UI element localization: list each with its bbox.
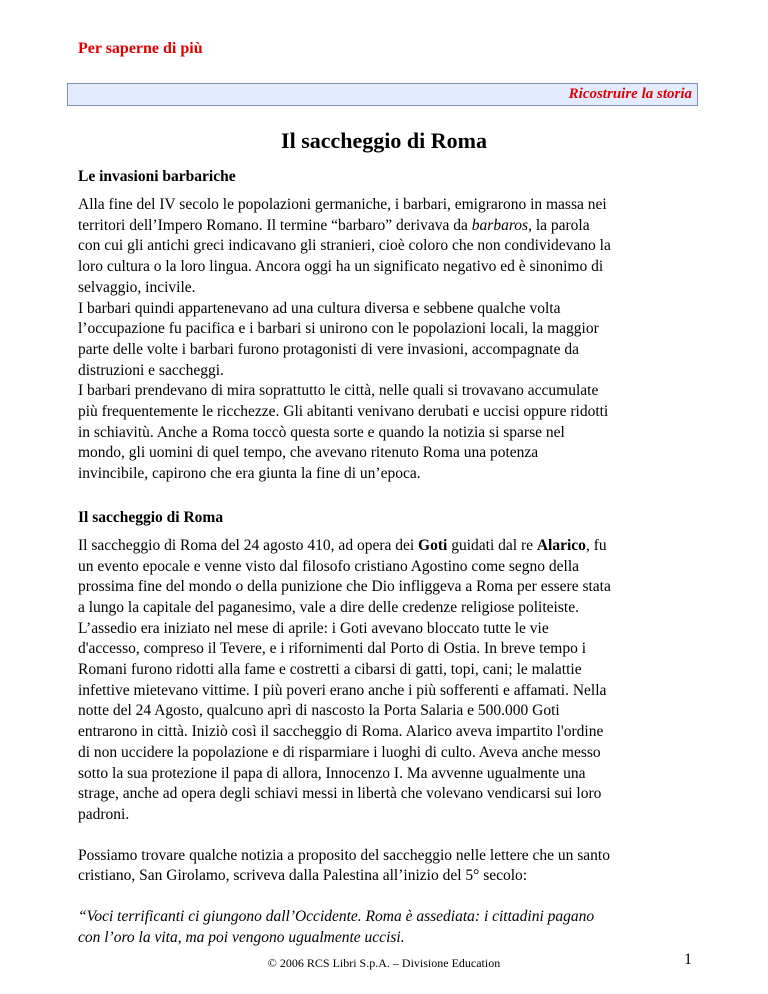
page-number: 1	[684, 951, 692, 968]
text-line: strage, anche ad opera degli schiavi messi in libertà che volevano vendicarsi sui loro	[78, 785, 602, 803]
text-line: cristiano, San Girolamo, scriveva dalla Palestina all’inizio del 5° secolo:	[78, 867, 528, 885]
text-line: L’assedio era iniziato nel mese di aprile: i Goti avevano bloccato tutte le vie	[78, 619, 549, 637]
text-line: più frequentemente le ricchezze. Gli abitanti venivano derubati e uccisi oppure ridotti	[78, 403, 609, 421]
document-body	[78, 166, 698, 949]
paragraph-invasioni	[78, 195, 698, 485]
text-line: I barbari prendevano di mira soprattutto le città, nelle quali si trovavano accumulate	[78, 382, 599, 400]
text-line: di non uccidere la popolazione e di risparmiare i luoghi di culto. Aveva anche messo	[78, 743, 601, 761]
text-line: Romani furono ridotti alla fame e costretti a cibarsi di gatti, topi, cani; le malattie	[78, 661, 582, 679]
banner-label[interactable]: Ricostruire la storia	[568, 86, 692, 102]
text-line: sotto la sua protezione il papa di allora, Innocenzo I. Ma avvenne ugualmente una	[78, 764, 586, 782]
text-line: padroni.	[78, 805, 130, 823]
page-title: Il saccheggio di Roma	[281, 128, 487, 153]
text-line: Possiamo trovare qualche notizia a proposito del saccheggio nelle lettere che un santo	[78, 846, 610, 864]
text-line: distruzioni e saccheggi.	[78, 361, 224, 379]
text-line: notte del 24 Agosto, qualcuno aprì di nascosto la Porta Salaria e 500.000 Goti	[78, 702, 560, 720]
text-line: in schiavitù. Anche a Roma toccò questa sorte e quando la notizia si sparse nel	[78, 423, 565, 441]
paragraph-saccheggio	[78, 536, 698, 826]
text-line: loro cultura o la loro lingua. Ancora oggi ha un significato negativo ed è sinonimo di	[78, 258, 604, 276]
text-line: a lungo la capitale del paganesimo, vale a dire delle credenze religiose politeiste.	[78, 598, 579, 616]
text-line: invincibile, capirono che era giunta la fine di un’epoca.	[78, 465, 421, 483]
quote-block	[78, 907, 698, 948]
text-line: l’occupazione fu pacifica e i barbari si unirono con le popolazioni locali, la maggior	[78, 320, 599, 338]
header-link[interactable]: Per saperne di più	[78, 40, 203, 57]
text-line: d'accesso, compreso il Tevere, e i rifornimenti dal Porto di Ostia. In breve tempo i	[78, 640, 587, 658]
text-line: con cui gli antichi greci indicavano gli stranieri, cioè coloro che non condividevano la	[78, 237, 611, 255]
text-line: selvaggio, incivile.	[78, 278, 196, 296]
section-heading-saccheggio: Il saccheggio di Roma	[78, 508, 224, 526]
text-line: prossima fine del mondo o della punizione che Dio infliggeva a Roma per essere stata	[78, 578, 611, 596]
paragraph-intro-quote	[78, 846, 698, 887]
text-line: mondo, gli uomini di quel tempo, che avevano ritenuto Roma una potenza	[78, 444, 539, 462]
text-line: entrarono in città. Iniziò così il saccheggio di Roma. Alarico aveva impartito l'ordine	[78, 723, 604, 741]
text-line: parte delle volte i barbari furono protagonisti di vere invasioni, accompagnate da	[78, 340, 579, 358]
text-line: Alla fine del IV secolo le popolazioni germaniche, i barbari, emigrarono in massa nei	[78, 196, 607, 213]
footer-copyright: © 2006 RCS Libri S.p.A. – Divisione Education	[267, 956, 501, 970]
text-line: con l’oro la vita, ma poi vengono ugualmente uccisi.	[78, 928, 405, 946]
section-heading-invasioni: Le invasioni barbariche	[78, 168, 236, 185]
text-line: un evento epocale e venne visto dal filosofo cristiano Agostino come segno della	[78, 557, 580, 575]
text-line: territori dell’Impero Romano. Il termine “barbaro” derivava da barbaros, la parola	[78, 216, 590, 234]
text-line: infettive mietevano vittime. I più poveri erano anche i più sofferenti e affamati. Nella	[78, 681, 607, 699]
text-line: Il saccheggio di Roma del 24 agosto 410, ad opera dei Goti guidati dal re Alarico, fu	[78, 536, 607, 554]
text-line: I barbari quindi appartenevano ad una cultura diversa e sebbene qualche volta	[78, 299, 561, 317]
section-banner	[67, 83, 698, 106]
italic-term: barbaros	[471, 216, 529, 234]
text-line: “Voci terrificanti ci giungono dall’Occidente. Roma è assediata: i cittadini pagano	[78, 908, 595, 926]
bold-term-alarico: Alarico	[536, 536, 586, 554]
bold-term-goti: Goti	[418, 536, 448, 554]
